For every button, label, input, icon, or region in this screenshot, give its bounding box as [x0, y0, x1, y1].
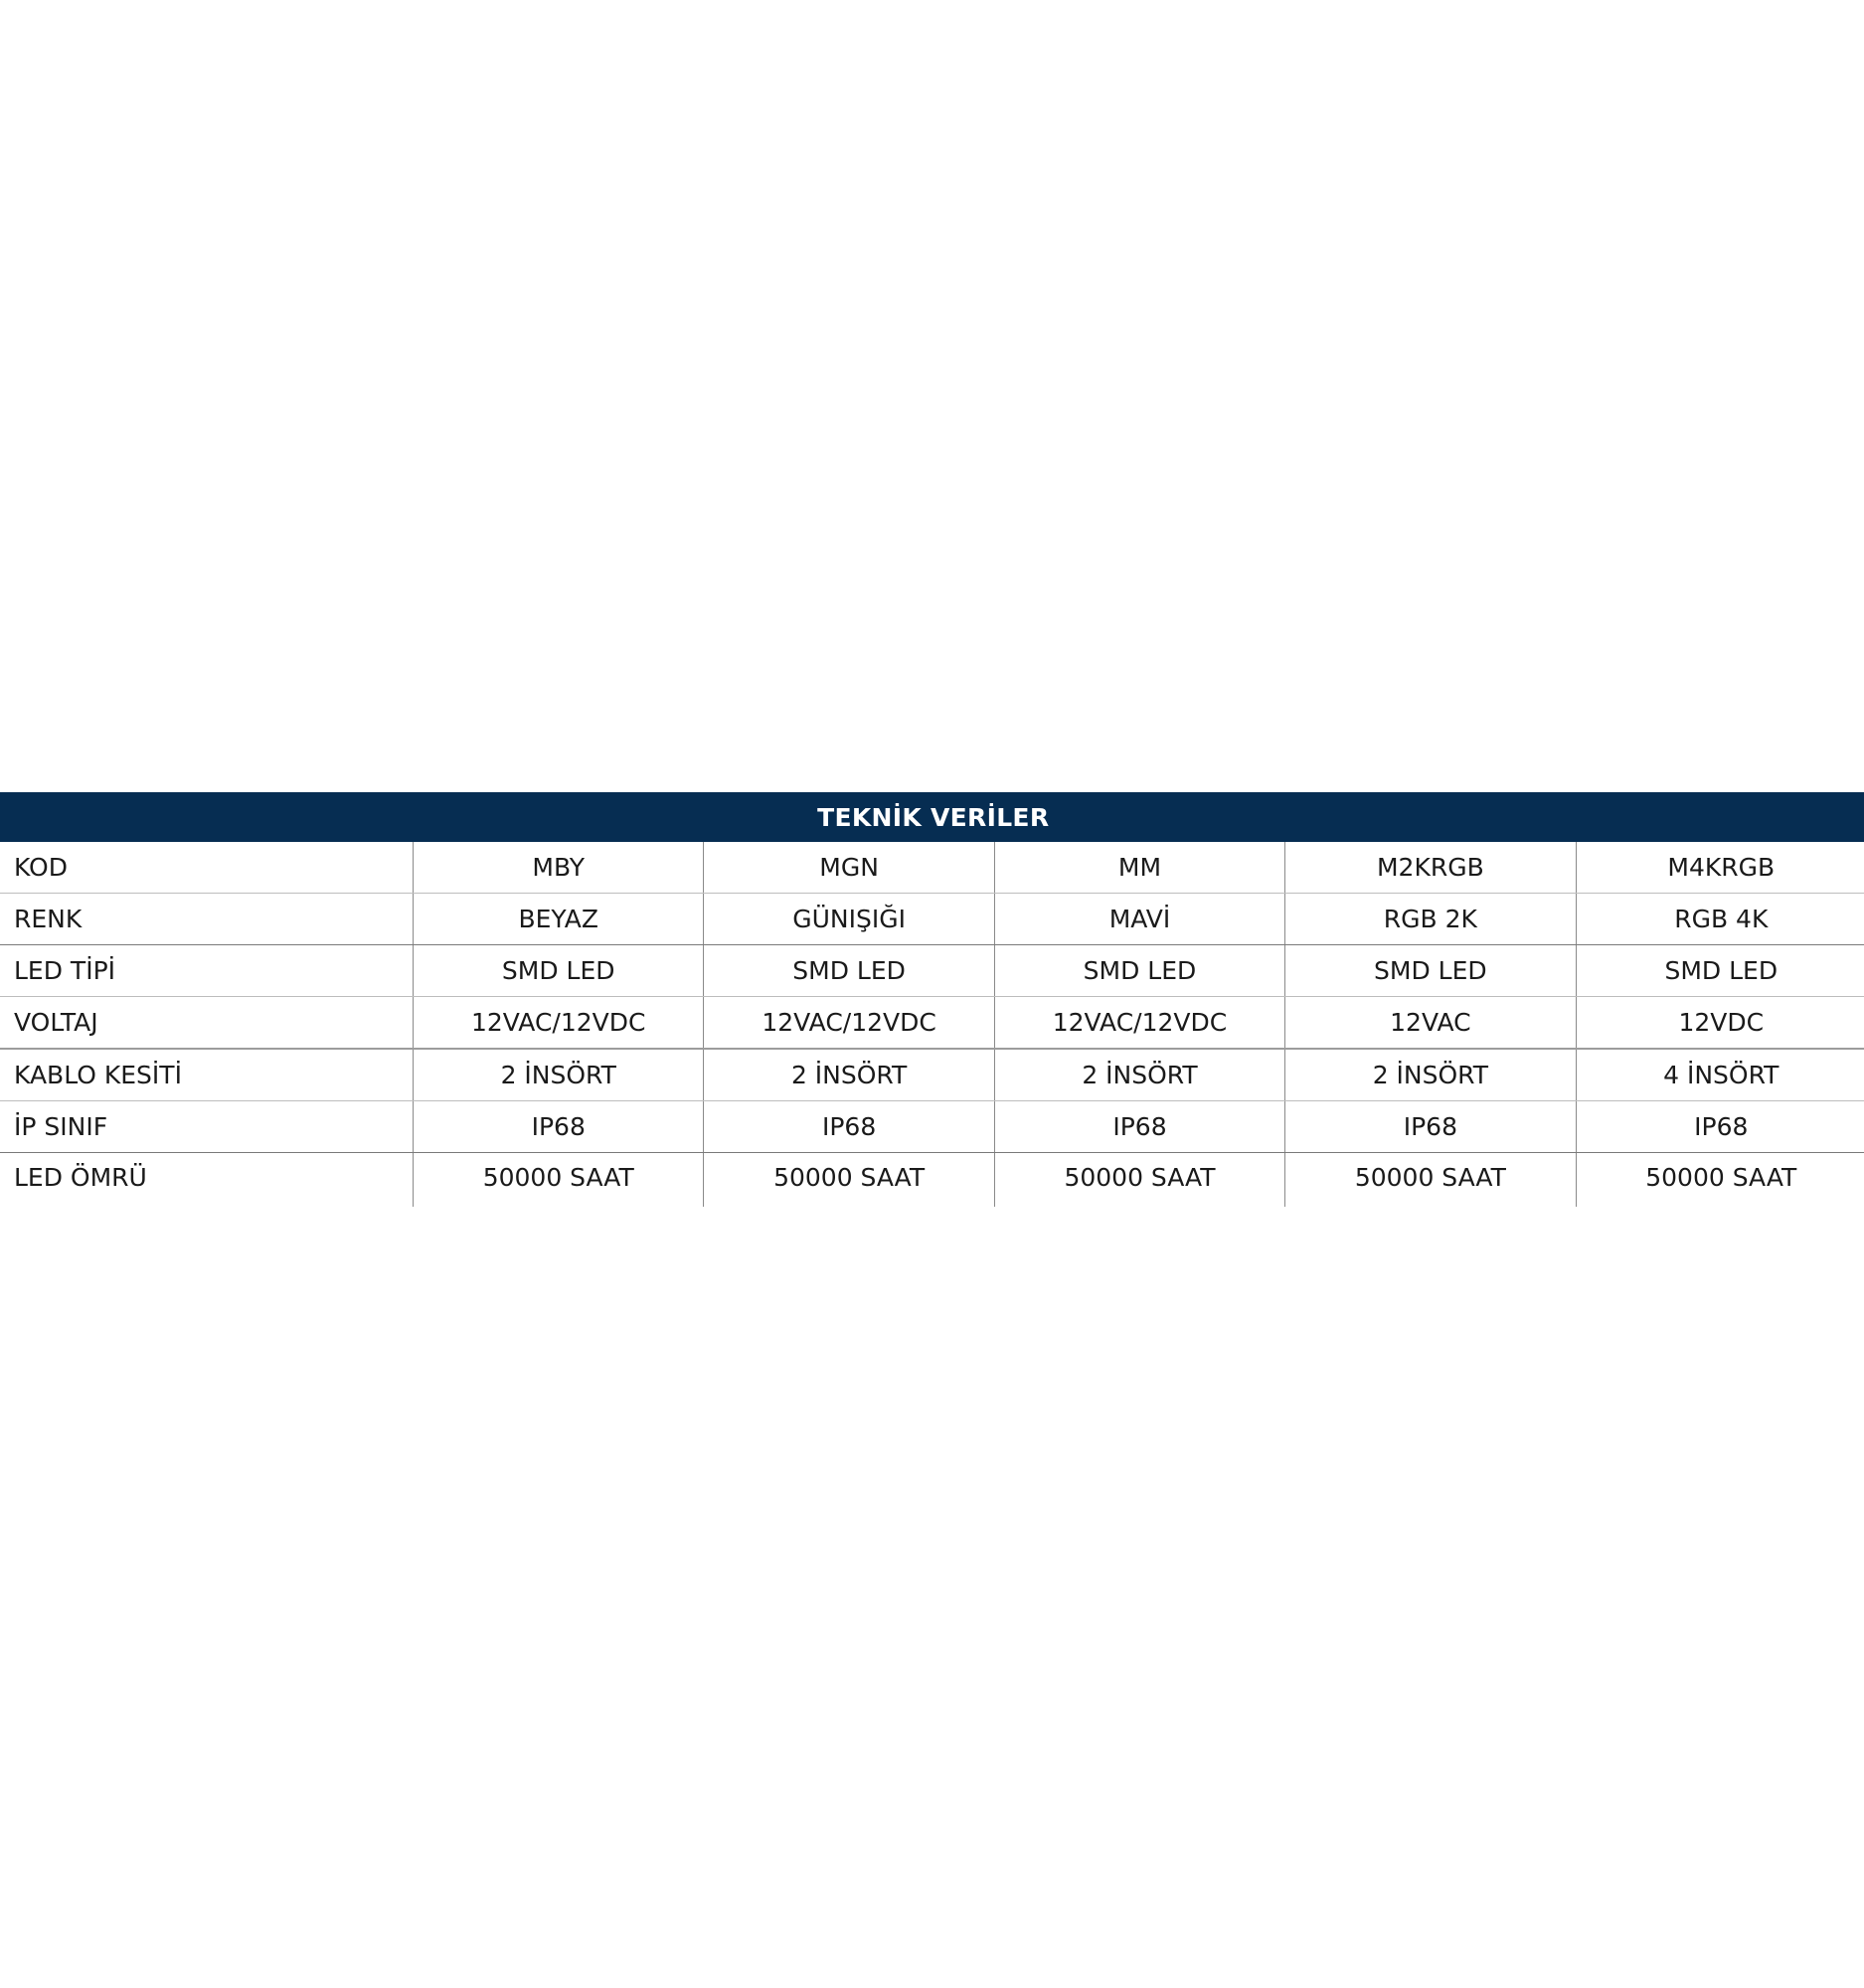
table-row-led-tipi	[0, 945, 1864, 997]
table-cell: IP68	[994, 1101, 1284, 1153]
table-cell: MM	[994, 842, 1284, 894]
table-cell: IP68	[1285, 1101, 1576, 1153]
table-title-row	[0, 792, 1864, 842]
table-cell: MBY	[414, 842, 704, 894]
table-cell: SMD LED	[1576, 945, 1864, 997]
table-row-kablo-kesiti	[0, 1049, 1864, 1101]
table-cell: 12VAC/12VDC	[994, 997, 1284, 1050]
table-row-voltaj	[0, 997, 1864, 1050]
table-cell: IP68	[414, 1101, 704, 1153]
table-cell: SMD LED	[994, 945, 1284, 997]
table-cell: 4 İNSÖRT	[1576, 1049, 1864, 1101]
table-cell: 50000 SAAT	[994, 1153, 1284, 1208]
table-cell: RGB 2K	[1285, 894, 1576, 945]
table-row-led-omru	[0, 1153, 1864, 1208]
table-row-ip-sinif	[0, 1101, 1864, 1153]
table-cell: 12VDC	[1576, 997, 1864, 1050]
table-title: TEKNİK VERİLER	[0, 792, 1864, 842]
row-label: VOLTAJ	[0, 997, 414, 1050]
table-cell: M2KRGB	[1285, 842, 1576, 894]
table-cell: 12VAC	[1285, 997, 1576, 1050]
table-cell: 50000 SAAT	[1576, 1153, 1864, 1208]
table-cell: RGB 4K	[1576, 894, 1864, 945]
table-cell: SMD LED	[1285, 945, 1576, 997]
table-cell: IP68	[704, 1101, 994, 1153]
table-cell: 50000 SAAT	[1285, 1153, 1576, 1208]
table-cell: 2 İNSÖRT	[414, 1049, 704, 1101]
table-cell: BEYAZ	[414, 894, 704, 945]
table-row-renk	[0, 894, 1864, 945]
table-cell: 2 İNSÖRT	[1285, 1049, 1576, 1101]
table-cell: 12VAC/12VDC	[414, 997, 704, 1050]
table-cell: 50000 SAAT	[704, 1153, 994, 1208]
row-label: LED ÖMRÜ	[14, 1163, 147, 1192]
row-label: KOD	[0, 842, 414, 894]
table-cell: GÜNIŞIĞI	[704, 894, 994, 945]
table-cell: MGN	[704, 842, 994, 894]
table-cell: IP68	[1576, 1101, 1864, 1153]
table-cell: SMD LED	[704, 945, 994, 997]
table-cell: SMD LED	[414, 945, 704, 997]
table-row-kod	[0, 842, 1864, 894]
table-cell: 2 İNSÖRT	[994, 1049, 1284, 1101]
row-label: KABLO KESİTİ	[0, 1049, 414, 1101]
table-cell: 50000 SAAT	[414, 1153, 704, 1208]
row-label: İP SINIF	[0, 1101, 414, 1153]
technical-data-table	[0, 792, 1864, 1207]
table-cell: MAVİ	[994, 894, 1284, 945]
row-label: RENK	[0, 894, 414, 945]
table-cell: M4KRGB	[1576, 842, 1864, 894]
table-cell: 2 İNSÖRT	[704, 1049, 994, 1101]
row-label: LED TİPİ	[0, 945, 414, 997]
table-cell: 12VAC/12VDC	[704, 997, 994, 1050]
